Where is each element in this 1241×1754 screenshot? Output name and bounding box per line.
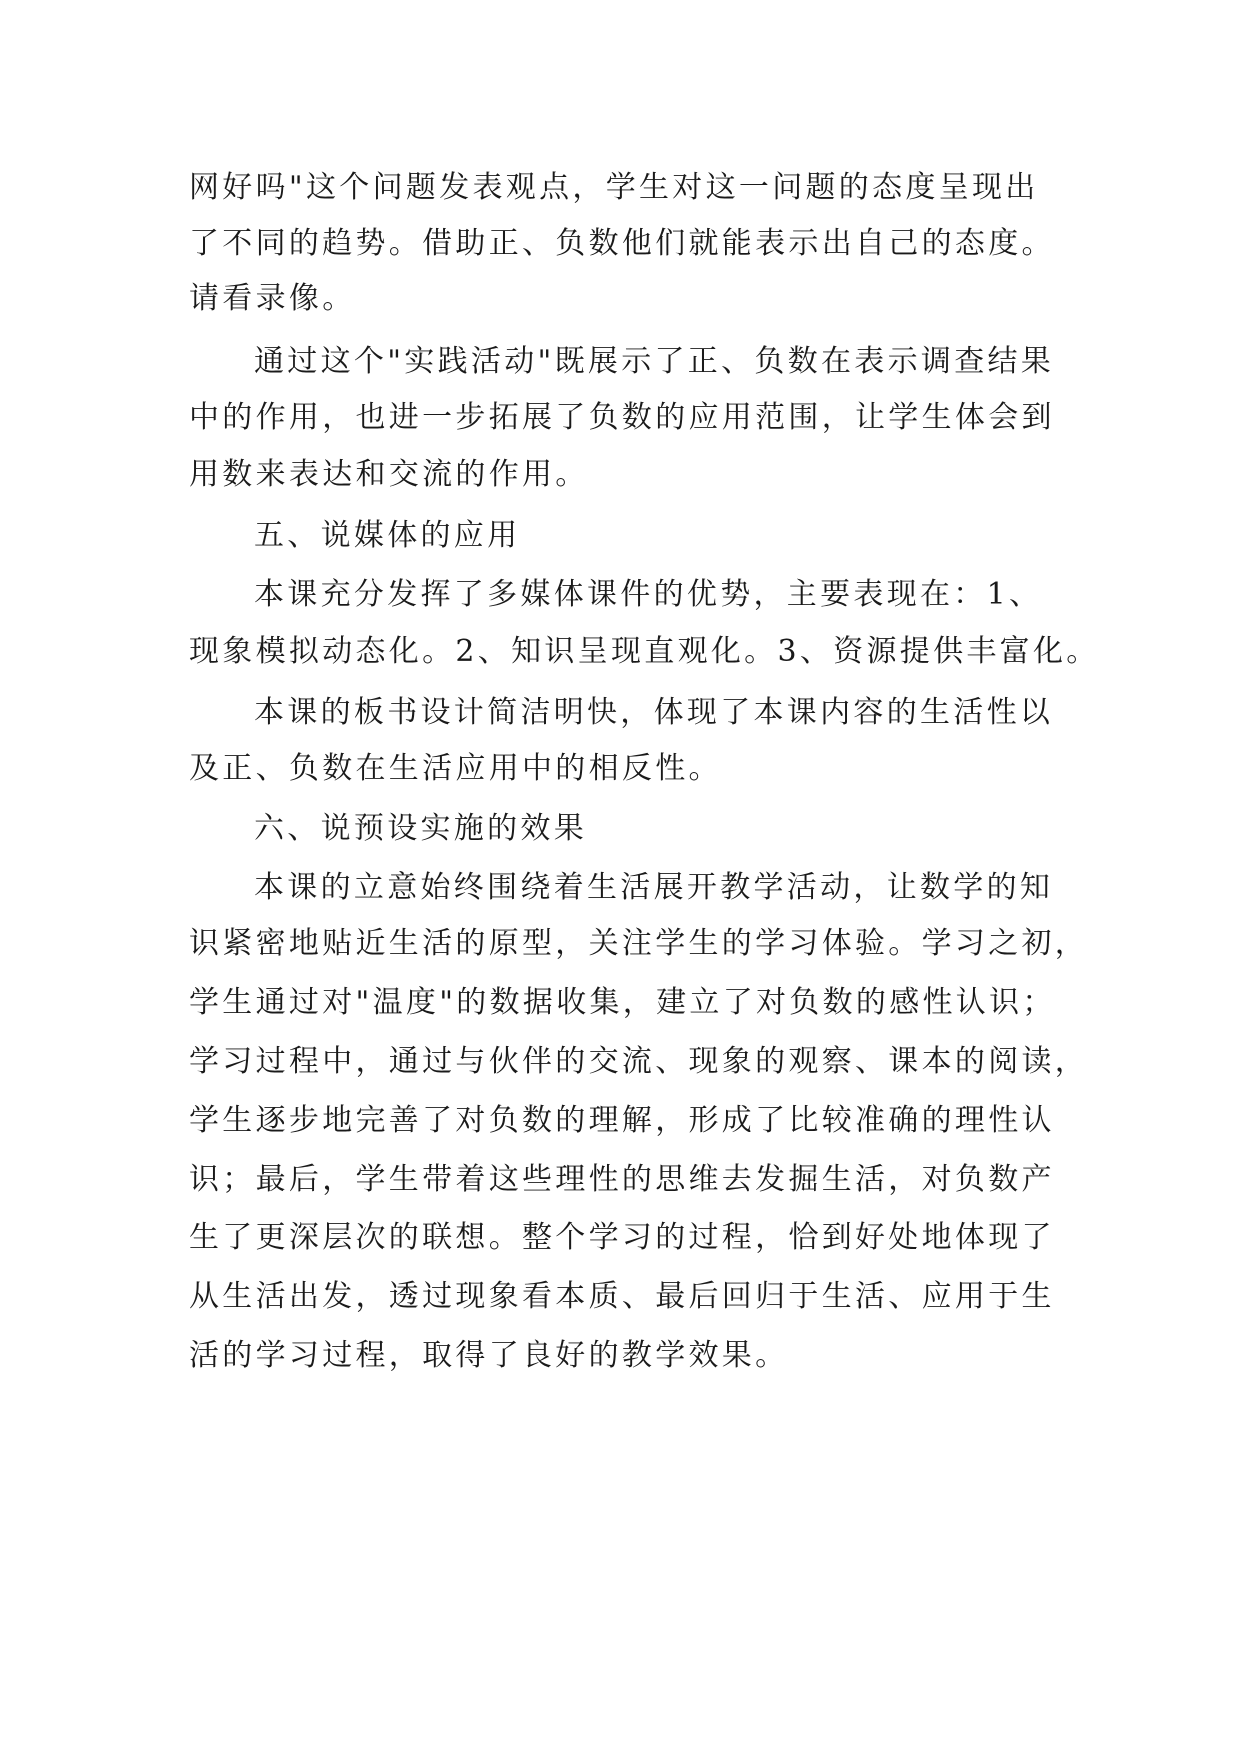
text-line: 识紧密地贴近生活的原型，关注学生的学习体验。学习之初， <box>189 926 1089 961</box>
text-line: 用数来表达和交流的作用。 <box>189 457 589 492</box>
text-line: 请看录像。 <box>189 281 356 316</box>
paragraph-first-line: 本课充分发挥了多媒体课件的优势，主要表现在：1、 <box>254 577 1043 612</box>
text-line: 学生逐步地完善了对负数的理解，形成了比较准确的理性认 <box>189 1103 1055 1138</box>
text-line: 了不同的趋势。借助正、负数他们就能表示出自己的态度。 <box>189 226 1055 261</box>
text-line: 学生通过对"温度"的数据收集，建立了对负数的感性认识； <box>189 985 1056 1020</box>
text-line: 网好吗"这个问题发表观点，学生对这一问题的态度呈现出 <box>189 170 1039 205</box>
text-line: 识；最后，学生带着这些理性的思维去发掘生活，对负数产 <box>189 1162 1055 1197</box>
text-line: 活的学习过程，取得了良好的教学效果。 <box>189 1338 789 1373</box>
section-heading: 六、说预设实施的效果 <box>254 811 587 846</box>
text-line: 生了更深层次的联想。整个学习的过程，恰到好处地体现了 <box>189 1220 1055 1255</box>
paragraph-first-line: 本课的板书设计简洁明快，体现了本课内容的生活性以 <box>254 695 1054 730</box>
text-line: 中的作用，也进一步拓展了负数的应用范围，让学生体会到 <box>189 400 1055 435</box>
text-line: 学习过程中，通过与伙伴的交流、现象的观察、课本的阅读， <box>189 1044 1089 1079</box>
section-heading: 五、说媒体的应用 <box>254 518 521 553</box>
paragraph-first-line: 通过这个"实践活动"既展示了正、负数在表示调查结果 <box>254 344 1055 379</box>
text-line: 及正、负数在生活应用中的相反性。 <box>189 751 722 786</box>
text-line: 从生活出发，透过现象看本质、最后回归于生活、应用于生 <box>189 1279 1055 1314</box>
text-line: 现象模拟动态化。2、知识呈现直观化。3、资源提供丰富化。 <box>189 634 1100 669</box>
paragraph-first-line: 本课的立意始终围绕着生活展开教学活动，让数学的知 <box>254 870 1054 905</box>
